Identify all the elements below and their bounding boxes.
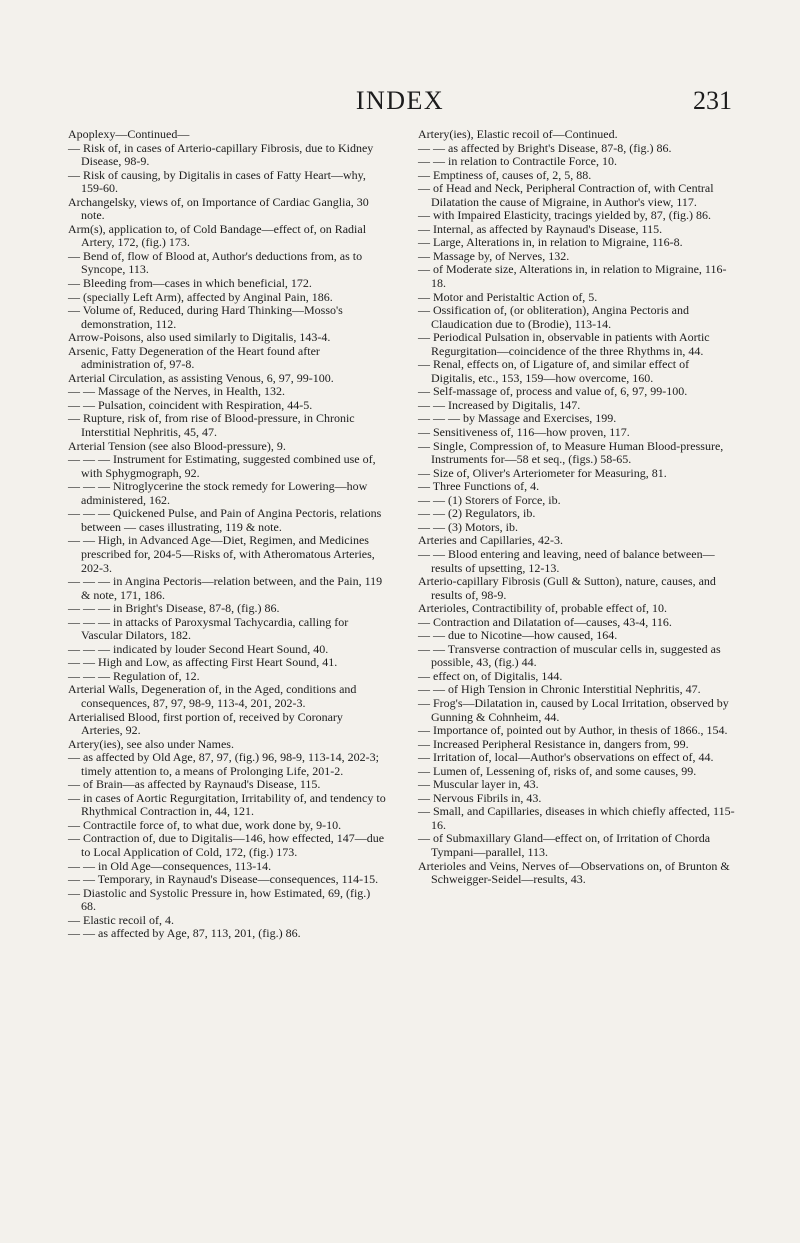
index-entry: — Increased Peripheral Resistance in, dangers from, 99. bbox=[418, 736, 689, 751]
index-entry: — — in Old Age—consequences, 113-14. bbox=[68, 858, 272, 873]
index-entry: — Self-massage of, process and value of, 6, 97, 99-100. bbox=[418, 384, 688, 399]
index-entry: — Diastolic and Systolic Pressure in, how Estimated, 69, (fig.) 68. bbox=[68, 885, 371, 914]
index-entry: — — — Nitroglycerine the stock remedy for Lowering—how administered, 162. bbox=[68, 479, 368, 507]
index-entry: — Risk of, in cases of Arterio-capillary Fibrosis, due to Kidney Disease, 98-9. bbox=[68, 140, 374, 169]
index-entry: Arterial Walls, Degeneration of, in the Aged, conditions and consequences, 87, 97, 98-9, 113-4, 201, 202-3. bbox=[68, 682, 357, 710]
index-entry: — — — by Massage and Exercises, 199. bbox=[418, 411, 617, 426]
index-entry: Arterioles and Veins, Nerves of—Observations on, of Brunton & Schweigger-Seidel—results, 43. bbox=[418, 858, 730, 887]
index-entry: — — — in attacks of Paroxysmal Tachycardia, calling for Vascular Dilators, 182. bbox=[68, 614, 349, 643]
index-entry: — — — in Angina Pectoris—relation between, and the Pain, 119 & note, 171, 186. bbox=[68, 574, 383, 602]
index-entry: — — (1) Storers of Force, ib. bbox=[418, 492, 561, 507]
index-entry: — Bend of, flow of Blood at, Author's deductions from, as to Syncope, 113. bbox=[68, 248, 363, 277]
index-entry: — Periodical Pulsation in, observable in patients with Aortic Regurgitation—coincidence of the three Rhythms in, 44. bbox=[418, 330, 710, 358]
index-entry: — Ossification of, (or obliteration), Angina Pectoris and Claudication due to (Brodie), 113-14. bbox=[418, 303, 689, 331]
index-entry: — as affected by Old Age, 87, 97, (fig.) 96, 98-9, 113-14, 202-3; timely attention to, a means of Prolonging Life, 201-2. bbox=[68, 750, 379, 778]
index-entry: — Internal, as affected by Raynaud's Disease, 115. bbox=[418, 221, 663, 236]
index-entry: — of Brain—as affected by Raynaud's Disease, 115. bbox=[68, 777, 321, 792]
index-entry: Arterioles, Contractibility of, probable effect of, 10. bbox=[418, 601, 668, 616]
index-entry: — in cases of Aortic Regurgitation, Irritability of, and tendency to Rhythmical Contraction in, 44, 121. bbox=[68, 790, 386, 819]
index-entry: — — — Quickened Pulse, and Pain of Angina Pectoris, relations between — cases illustrating, 119 & note. bbox=[68, 506, 382, 534]
index-entry: — Contraction and Dilatation of—causes, 43-4, 116. bbox=[418, 614, 672, 629]
index-entry: — — High and Low, as affecting First Heart Sound, 41. bbox=[68, 655, 338, 670]
index-entry: — — in relation to Contractile Force, 10. bbox=[418, 154, 617, 169]
index-entry: — Frog's—Dilatation in, caused by Local Irritation, observed by Gunning & Cohnheim, 44. bbox=[418, 695, 729, 724]
index-entry: — — — indicated by louder Second Heart Sound, 40. bbox=[68, 641, 329, 656]
index-entry: — — Temporary, in Raynaud's Disease—consequences, 114-15. bbox=[68, 872, 379, 887]
index-entry: — Contraction of, due to Digitalis—146, how effected, 147—due to Local Application of Cold, 172, (fig.) 173. bbox=[68, 831, 385, 859]
index-entry: — Importance of, pointed out by Author, in thesis of 1866., 154. bbox=[418, 723, 728, 738]
index-entry: — — Transverse contraction of muscular cells in, suggested as possible, 43, (fig.) 44. bbox=[418, 641, 721, 670]
index-entry: — — — in Bright's Disease, 87-8, (fig.) 86. bbox=[68, 601, 280, 616]
index-entry: — Risk of causing, by Digitalis in cases of Fatty Heart—why, 159-60. bbox=[68, 167, 366, 196]
index-entry: — of Submaxillary Gland—effect on, of Irritation of Chorda Tympani—parallel, 113. bbox=[418, 831, 711, 859]
index-entry: Arterial Tension (see also Blood-pressure), 9. bbox=[68, 438, 286, 453]
index-entry: — Contractile force of, to what due, work done by, 9-10. bbox=[68, 817, 342, 832]
index-entry: — Size of, Oliver's Arteriometer for Measuring, 81. bbox=[418, 465, 667, 480]
index-entry: — — Pulsation, coincident with Respiration, 44-5. bbox=[68, 397, 313, 412]
index-entry: — Sensitiveness of, 116—how proven, 117. bbox=[418, 425, 630, 440]
index-entry: — Elastic recoil of, 4. bbox=[68, 912, 174, 927]
index-entry: — Muscular layer in, 43. bbox=[418, 777, 539, 792]
index-entry: — Irritation of, local—Author's observations on effect of, 44. bbox=[418, 750, 714, 765]
index-entry: — Small, and Capillaries, diseases in which chiefly affected, 115-16. bbox=[418, 804, 735, 832]
page-title: INDEX bbox=[355, 86, 445, 115]
index-entry: — — — Instrument for Estimating, suggested combined use of, with Sphygmograph, 92. bbox=[68, 452, 376, 480]
index-entry: — Single, Compression of, to Measure Human Blood-pressure, Instruments for—58 et seq., (figs.) 58-65. bbox=[418, 438, 724, 467]
index-entry: Artery(ies), see also under Names. bbox=[68, 736, 234, 751]
index-entry: — of Head and Neck, Peripheral Contraction of, with Central Dilatation the cause of Migraine, in Author's view, 117. bbox=[418, 181, 714, 209]
index-entry: — — High, in Advanced Age—Diet, Regimen, and Medicines prescribed for, 204-5—Risks of, with Atheromatous Arteries, 202-3. bbox=[68, 533, 375, 575]
index-entry: — Lumen of, Lessening of, risks of, and some causes, 99. bbox=[418, 763, 697, 778]
index-entry: — — Blood entering and leaving, need of balance between—results of upsetting, 12-13. bbox=[418, 546, 715, 575]
index-entry: Arterio-capillary Fibrosis (Gull & Sutton), nature, causes, and results of, 98-9. bbox=[418, 574, 716, 602]
index-entry: — — — Regulation of, 12. bbox=[68, 668, 200, 683]
index-column-right bbox=[418, 128, 736, 887]
index-entry: — — due to Nicotine—how caused, 164. bbox=[418, 628, 618, 643]
index-entry: Arteries and Capillaries, 42-3. bbox=[418, 533, 563, 548]
index-entry: — (specially Left Arm), affected by Anginal Pain, 186. bbox=[68, 289, 333, 304]
index-entry: — Volume of, Reduced, during Hard Thinking—Mosso's demonstration, 112. bbox=[68, 303, 343, 331]
index-entry: — Emptiness of, causes of, 2, 5, 88. bbox=[418, 167, 592, 182]
index-entry: Arsenic, Fatty Degeneration of the Heart found after administration of, 97-8. bbox=[68, 343, 320, 372]
index-entry: — Bleeding from—cases in which beneficial, 172. bbox=[68, 276, 312, 291]
index-entry: — Large, Alterations in, in relation to Migraine, 116-8. bbox=[418, 235, 683, 250]
index-entry: — — as affected by Age, 87, 113, 201, (fig.) 86. bbox=[68, 926, 301, 941]
index-entry: — Renal, effects on, of Ligature of, and similar effect of Digitalis, etc., 153, 159—how overcome, 160. bbox=[418, 357, 690, 385]
index-entry: Arm(s), application to, of Cold Bandage—effect of, on Radial Artery, 172, (fig.) 173. bbox=[68, 221, 367, 250]
index-entry: — — as affected by Bright's Disease, 87-8, (fig.) 86. bbox=[418, 140, 672, 155]
index-entry: Apoplexy—Continued— bbox=[68, 127, 190, 141]
index-entry: Arrow-Poisons, also used similarly to Digitalis, 143-4. bbox=[68, 330, 331, 345]
index-entry: — of Moderate size, Alterations in, in relation to Migraine, 116-18. bbox=[418, 262, 727, 291]
page-header bbox=[68, 86, 732, 118]
index-entry: — — (3) Motors, ib. bbox=[418, 519, 518, 534]
index-entry: — Nervous Fibrils in, 43. bbox=[418, 790, 542, 805]
index-entry: Archangelsky, views of, on Importance of Cardiac Ganglia, 30 note. bbox=[68, 194, 369, 223]
index-entry: — Rupture, risk of, from rise of Blood-pressure, in Chronic Interstitial Nephritis, 45, 47. bbox=[68, 411, 355, 440]
index-entry: — Massage by, of Nerves, 132. bbox=[418, 248, 570, 263]
index-entry: — — Massage of the Nerves, in Health, 132. bbox=[68, 384, 285, 399]
index-entry: — Three Functions of, 4. bbox=[418, 479, 540, 494]
index-entry: — — of High Tension in Chronic Interstitial Nephritis, 47. bbox=[418, 682, 701, 697]
page-number: 231 bbox=[693, 86, 732, 115]
index-entry: Arterialised Blood, first portion of, received by Coronary Arteries, 92. bbox=[68, 709, 343, 738]
index-entry: — Motor and Peristaltic Action of, 5. bbox=[418, 289, 598, 304]
index-entry: — with Impaired Elasticity, tracings yielded by, 87, (fig.) 86. bbox=[418, 208, 712, 223]
index-entry: Artery(ies), Elastic recoil of—Continued. bbox=[418, 127, 618, 141]
index-entry: — — (2) Regulators, ib. bbox=[418, 506, 536, 521]
index-entry: — effect on, of Digitalis, 144. bbox=[418, 668, 563, 683]
index-entry: Arterial Circulation, as assisting Venous, 6, 97, 99-100. bbox=[68, 370, 334, 385]
index-column-left bbox=[68, 128, 386, 941]
index-entry: — — Increased by Digitalis, 147. bbox=[418, 397, 581, 412]
